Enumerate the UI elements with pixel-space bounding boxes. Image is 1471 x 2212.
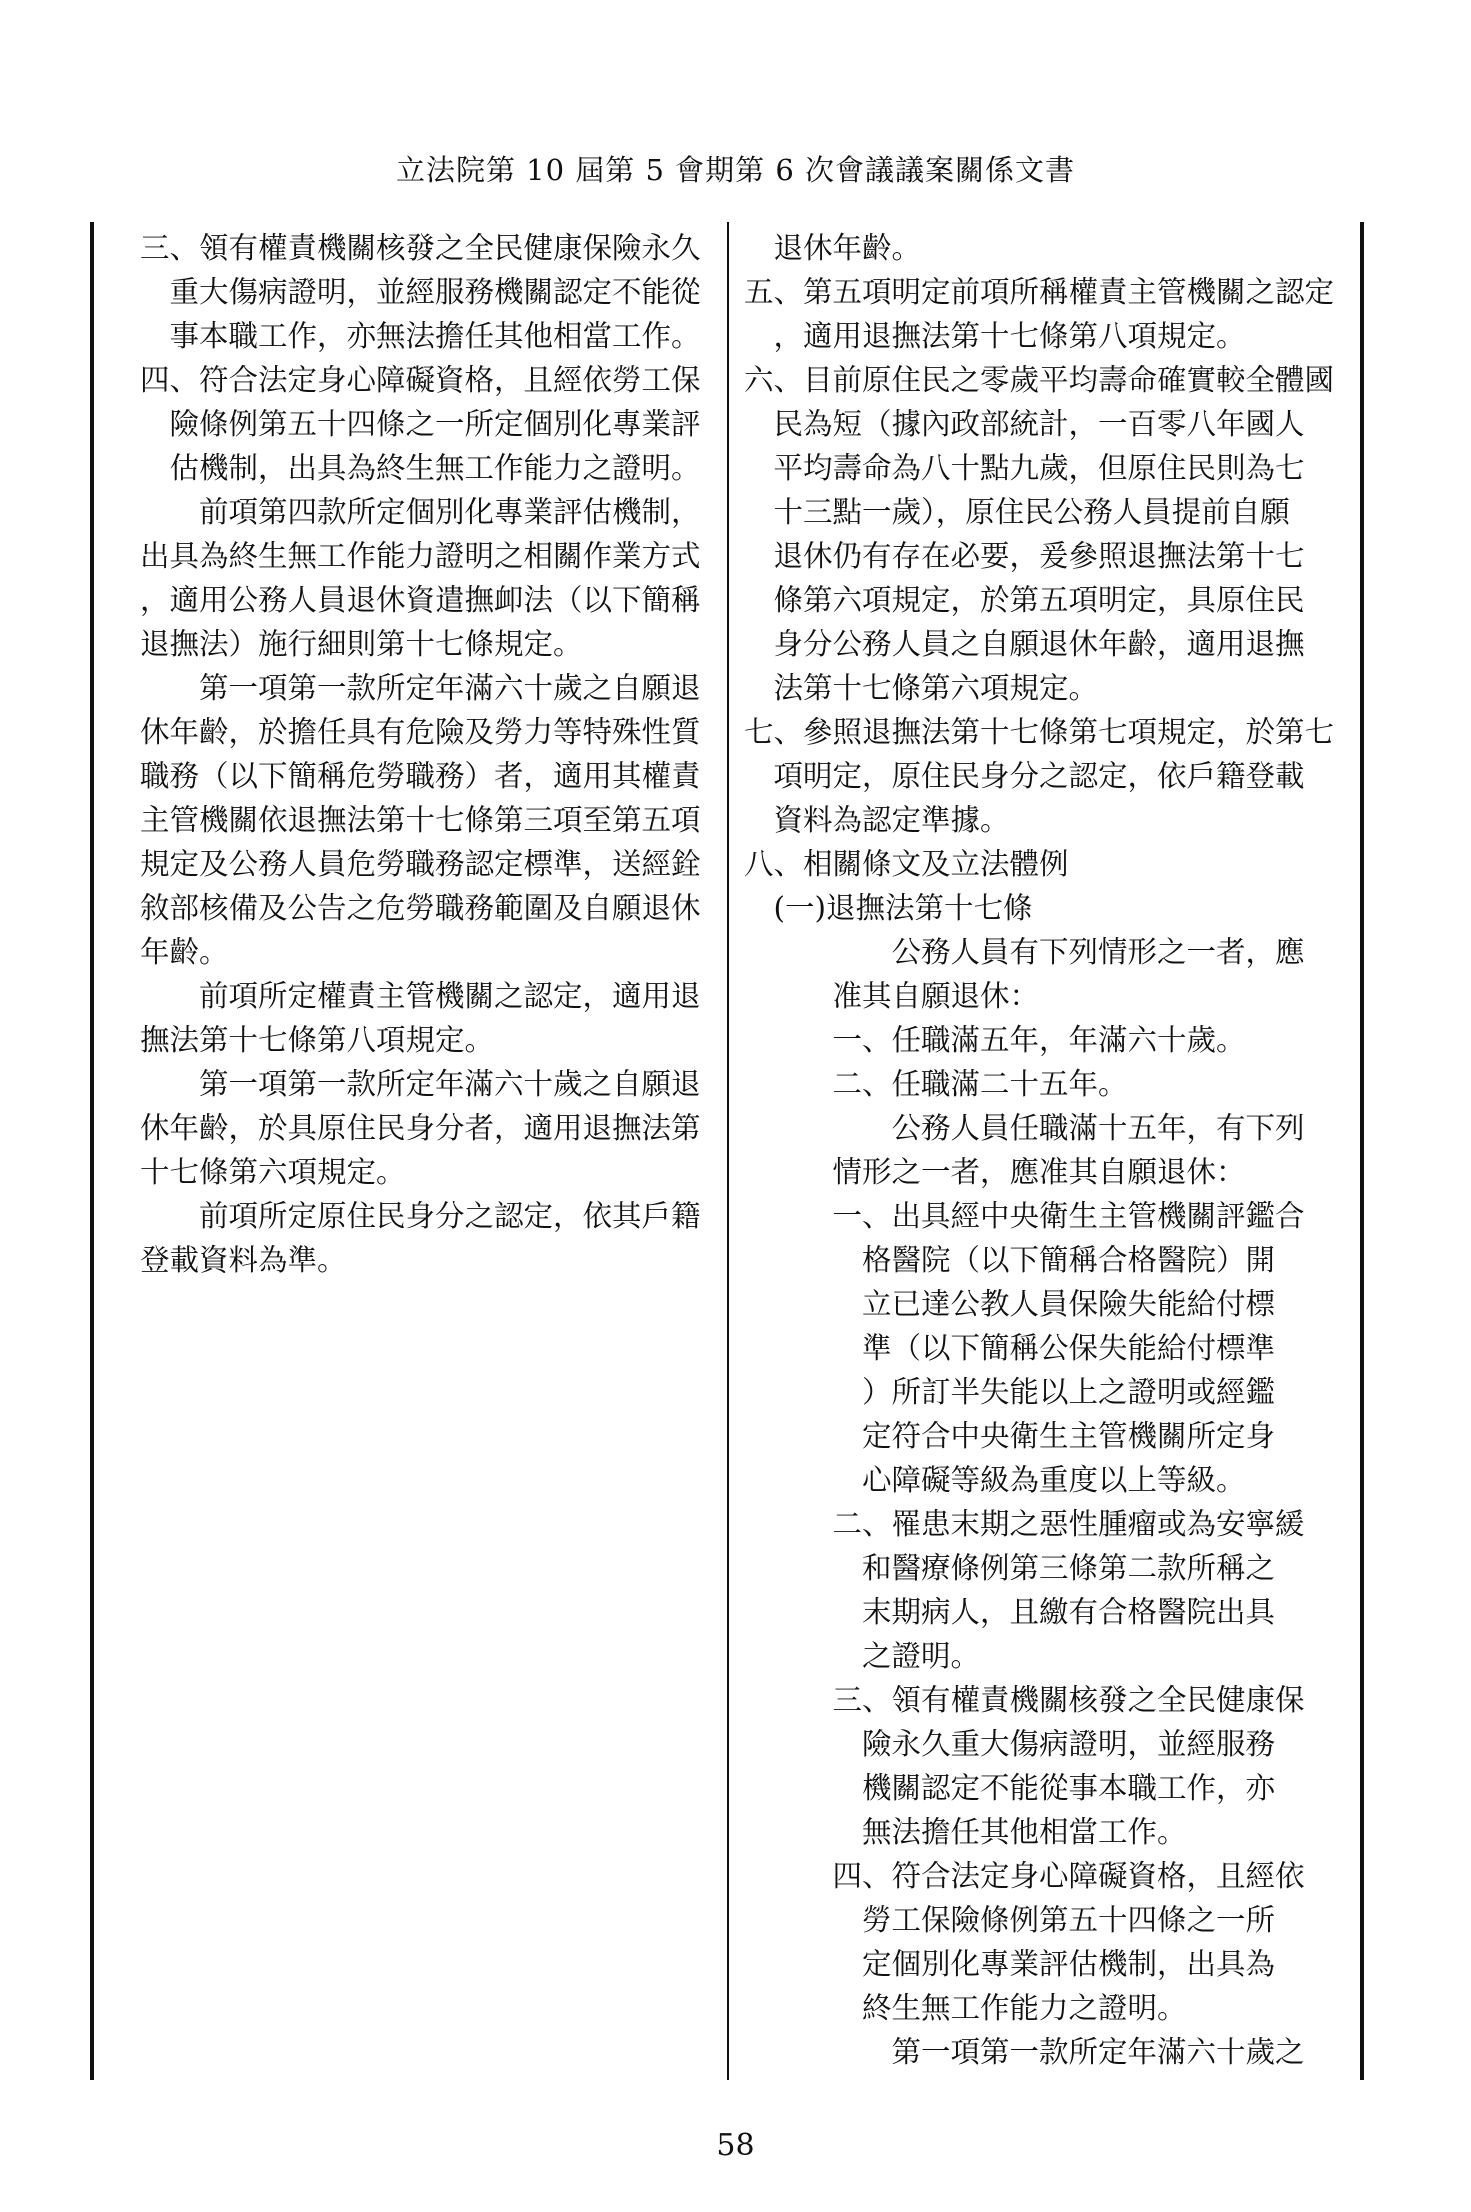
text-line: 退休年齡。 bbox=[773, 231, 922, 265]
text-line: 休年齡，於擔任具有危險及勞力等特殊性質 bbox=[140, 715, 701, 749]
text-line: 平均壽命為八十點九歲，但原住民則為七 bbox=[773, 451, 1305, 485]
text-line: 之證明。 bbox=[862, 1639, 981, 1673]
text-line: 四、符合法定身心障礙資格，且經依勞工保 bbox=[140, 363, 701, 397]
column-divider bbox=[727, 222, 729, 2080]
text-line: 公務人員任職滿十五年，有下列 bbox=[891, 1111, 1305, 1145]
text-line: 第一項第一款所定年滿六十歲之 bbox=[891, 2035, 1305, 2069]
text-line: 情形之一者，應准其自願退休： bbox=[832, 1155, 1246, 1189]
text-line: 准其自願退休： bbox=[832, 979, 1040, 1013]
text-line: 四、符合法定身心障礙資格，且經依 bbox=[832, 1859, 1305, 1893]
text-line: 險永久重大傷病證明，並經服務 bbox=[862, 1727, 1276, 1761]
text-line: 重大傷病證明，並經服務機關認定不能從 bbox=[169, 275, 701, 309]
text-line: 定符合中央衛生主管機關所定身 bbox=[862, 1419, 1276, 1453]
text-line: 一、任職滿五年，年滿六十歲。 bbox=[832, 1023, 1246, 1057]
text-line: 七、參照退撫法第十七條第七項規定，於第七 bbox=[744, 715, 1335, 749]
text-line: 年齡。 bbox=[140, 935, 229, 969]
text-line: 前項所定原住民身分之認定，依其戶籍 bbox=[199, 1199, 701, 1233]
text-line: 險條例第五十四條之一所定個別化專業評 bbox=[169, 407, 701, 441]
right-column bbox=[744, 226, 1356, 2074]
text-line: 退撫法）施行細則第十七條規定。 bbox=[140, 627, 583, 661]
page-header: 立法院第 10 屆第 5 會期第 6 次會議議案關係文書 bbox=[395, 153, 1076, 187]
text-line: 前項第四款所定個別化專業評估機制， bbox=[199, 495, 701, 529]
text-line: 職務（以下簡稱危勞職務）者，適用其權責 bbox=[140, 759, 701, 793]
text-line: 一、出具經中央衛生主管機關評鑑合 bbox=[832, 1199, 1305, 1233]
text-line: 六、目前原住民之零歲平均壽命確實較全體國 bbox=[744, 363, 1335, 397]
text-line: 登載資料為準。 bbox=[140, 1243, 347, 1277]
text-line: 休年齡，於具原住民身分者，適用退撫法第 bbox=[140, 1111, 701, 1145]
text-line: 勞工保險條例第五十四條之一所 bbox=[862, 1903, 1276, 1937]
text-line: 規定及公務人員危勞職務認定標準，送經銓 bbox=[140, 847, 701, 881]
text-line: 末期病人，且繳有合格醫院出具 bbox=[862, 1595, 1276, 1629]
text-line: ）所訂半失能以上之證明或經鑑 bbox=[862, 1375, 1276, 1409]
text-line: 敘部核備及公告之危勞職務範圍及自願退休 bbox=[140, 891, 701, 925]
text-line: 定個別化專業評估機制，出具為 bbox=[862, 1947, 1276, 1981]
text-line: 前項所定權責主管機關之認定，適用退 bbox=[199, 979, 701, 1013]
text-line: 十三點一歲），原住民公務人員提前自願 bbox=[773, 495, 1290, 529]
text-line: 資料為認定準據。 bbox=[773, 803, 1010, 837]
text-line: 二、任職滿二十五年。 bbox=[832, 1067, 1128, 1101]
text-line: 法第十七條第六項規定。 bbox=[773, 671, 1099, 705]
text-line: 立已達公教人員保險失能給付標 bbox=[862, 1287, 1276, 1321]
text-line: 第一項第一款所定年滿六十歲之自願退 bbox=[199, 1067, 701, 1101]
text-line: 事本職工作，亦無法擔任其他相當工作。 bbox=[169, 319, 701, 353]
text-line: 準（以下簡稱公保失能給付標準 bbox=[862, 1331, 1276, 1365]
text-line: 二、罹患末期之惡性腫瘤或為安寧緩 bbox=[832, 1507, 1305, 1541]
text-line: 格醫院（以下簡稱合格醫院）開 bbox=[862, 1243, 1276, 1277]
text-line: 第一項第一款所定年滿六十歲之自願退 bbox=[199, 671, 701, 705]
text-line: (一)退撫法第十七條 bbox=[773, 891, 1033, 925]
text-line: 估機制，出具為終生無工作能力之證明。 bbox=[169, 451, 701, 485]
text-line: 五、第五項明定前項所稱權責主管機關之認定 bbox=[744, 275, 1335, 309]
text-line: 八、相關條文及立法體例 bbox=[744, 847, 1069, 881]
text-line: 三、領有權責機關核發之全民健康保險永久 bbox=[140, 231, 701, 265]
text-line: 民為短（據內政部統計，一百零八年國人 bbox=[773, 407, 1305, 441]
text-line: 身分公務人員之自願退休年齡，適用退撫 bbox=[773, 627, 1305, 661]
text-line: 條第六項規定，於第五項明定，具原住民 bbox=[773, 583, 1305, 617]
text-line: 撫法第十七條第八項規定。 bbox=[140, 1023, 495, 1057]
text-line: 心障礙等級為重度以上等級。 bbox=[862, 1463, 1246, 1497]
page-number: 58 bbox=[716, 2128, 755, 2163]
left-column bbox=[140, 226, 716, 1282]
text-line: 三、領有權責機關核發之全民健康保 bbox=[832, 1683, 1305, 1717]
text-line: 退休仍有存在必要，爰參照退撫法第十七 bbox=[773, 539, 1305, 573]
text-line: 無法擔任其他相當工作。 bbox=[862, 1815, 1187, 1849]
text-line: ，適用公務人員退休資遣撫卹法（以下簡稱 bbox=[140, 583, 701, 617]
text-line: 項明定，原住民身分之認定，依戶籍登載 bbox=[773, 759, 1305, 793]
text-line: 十七條第六項規定。 bbox=[140, 1155, 406, 1189]
text-line: 公務人員有下列情形之一者，應 bbox=[891, 935, 1305, 969]
left-border-rule bbox=[90, 222, 94, 2080]
text-line: 機關認定不能從事本職工作，亦 bbox=[862, 1771, 1276, 1805]
text-line: 終生無工作能力之證明。 bbox=[862, 1991, 1187, 2025]
text-line: 和醫療條例第三條第二款所稱之 bbox=[862, 1551, 1276, 1585]
text-line: 出具為終生無工作能力證明之相關作業方式 bbox=[140, 539, 701, 573]
text-line: ，適用退撫法第十七條第八項規定。 bbox=[773, 319, 1246, 353]
text-line: 主管機關依退撫法第十七條第三項至第五項 bbox=[140, 803, 701, 837]
right-border-rule bbox=[1360, 222, 1364, 2080]
